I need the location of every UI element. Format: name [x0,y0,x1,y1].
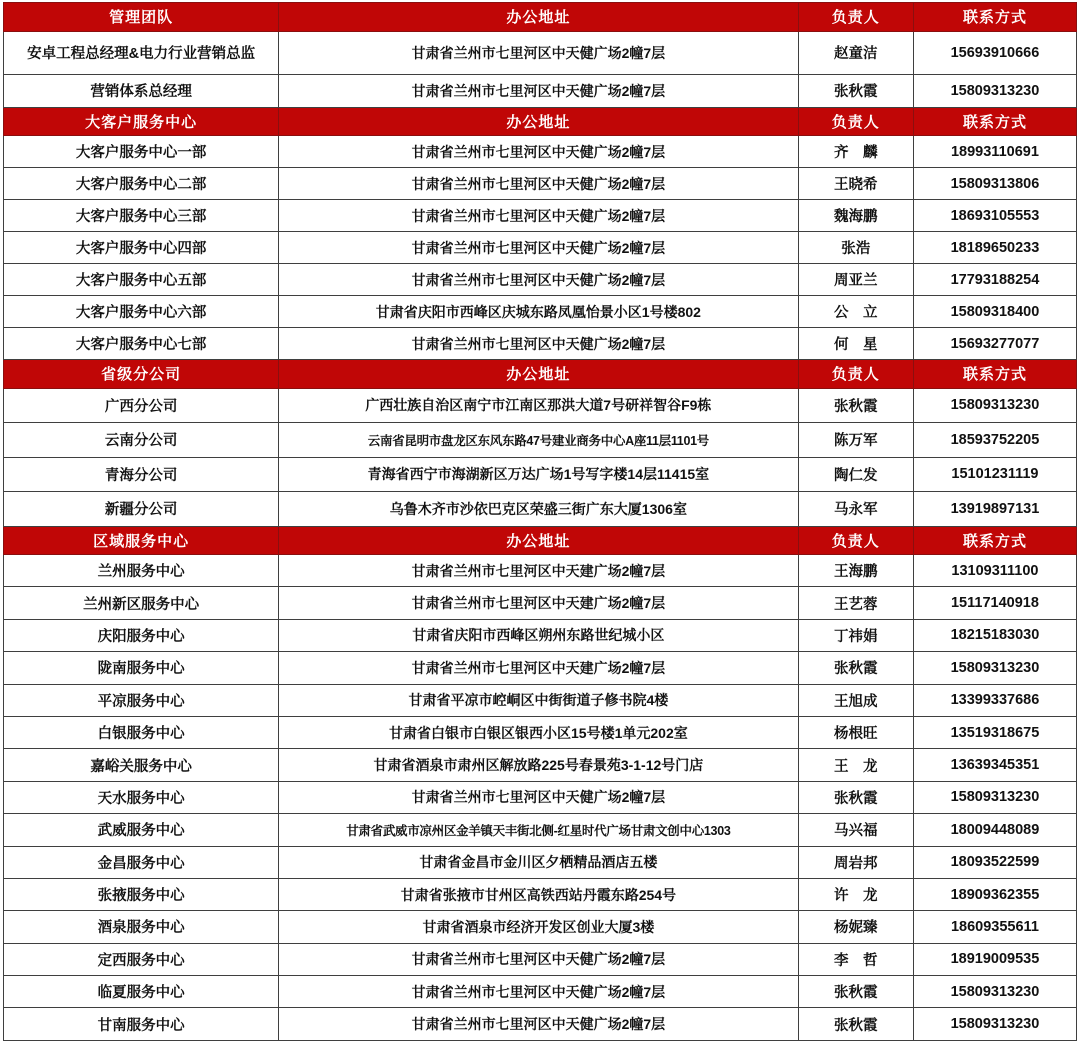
unit-name-cell: 甘南服务中心 [4,1008,279,1040]
unit-name-cell: 大客户服务中心七部 [4,328,279,360]
unit-name-cell: 兰州服务中心 [4,555,279,587]
unit-name-cell: 天水服务中心 [4,781,279,813]
table-row [4,878,1077,910]
col-header-address: 办公地址 [279,3,798,32]
table-row [4,814,1077,846]
table-row [4,200,1077,232]
table-row [4,136,1077,168]
person-cell: 魏海鹏 [798,200,913,232]
office-address-cell: 甘肃省兰州市七里河区中天健广场2幢7层 [279,136,798,168]
phone-cell: 15809313230 [913,74,1076,107]
table-row [4,31,1077,74]
table-row [4,684,1077,716]
col-header-phone: 联系方式 [913,107,1076,136]
section-header-row [4,107,1077,136]
col-header-address: 办公地址 [279,107,798,136]
office-address-cell: 甘肃省兰州市七里河区中天健广场2幢7层 [279,328,798,360]
phone-cell: 18919009535 [913,943,1076,975]
phone-cell: 18609355611 [913,911,1076,943]
office-address-cell: 甘肃省兰州市七里河区中天健广场2幢7层 [279,232,798,264]
person-cell: 陈万军 [798,423,913,458]
phone-cell: 15809313230 [913,781,1076,813]
office-address-cell: 乌鲁木齐市沙依巴克区荣盛三街广东大厦1306室 [279,492,798,527]
unit-name-cell: 酒泉服务中心 [4,911,279,943]
phone-cell: 15117140918 [913,587,1076,619]
phone-cell: 15809313230 [913,652,1076,684]
section-title-cell: 管理团队 [4,3,279,32]
unit-name-cell: 平凉服务中心 [4,684,279,716]
person-cell: 王海鹏 [798,555,913,587]
office-address-cell: 甘肃省庆阳市西峰区庆城东路凤凰怡景小区1号楼802 [279,296,798,328]
col-header-phone: 联系方式 [913,3,1076,32]
unit-name-cell: 兰州新区服务中心 [4,587,279,619]
person-cell: 张秋霞 [798,74,913,107]
unit-name-cell: 安卓工程总经理&电力行业营销总监 [4,31,279,74]
person-cell: 张秋霞 [798,388,913,423]
unit-name-cell: 新疆分公司 [4,492,279,527]
office-address-cell: 甘肃省兰州市七里河区中天建广场2幢7层 [279,587,798,619]
office-address-cell: 云南省昆明市盘龙区东风东路47号建业商务中心A座11层1101号 [279,423,798,458]
phone-cell: 13919897131 [913,492,1076,527]
unit-name-cell: 白银服务中心 [4,716,279,748]
person-cell: 马永军 [798,492,913,527]
phone-cell: 15809313230 [913,1008,1076,1040]
person-cell: 周亚兰 [798,264,913,296]
col-header-address: 办公地址 [279,360,798,389]
phone-cell: 15809313230 [913,388,1076,423]
person-cell: 公 立 [798,296,913,328]
phone-cell: 18909362355 [913,878,1076,910]
phone-cell: 17793188254 [913,264,1076,296]
unit-name-cell: 陇南服务中心 [4,652,279,684]
office-address-cell: 甘肃省兰州市七里河区中天健广场2幢7层 [279,1008,798,1040]
person-cell: 张秋霞 [798,976,913,1008]
office-address-cell: 甘肃省兰州市七里河区中天健广场2幢7层 [279,74,798,107]
phone-cell: 13519318675 [913,716,1076,748]
table-row [4,652,1077,684]
person-cell: 杨妮臻 [798,911,913,943]
unit-name-cell: 云南分公司 [4,423,279,458]
office-address-cell: 甘肃省兰州市七里河区中天健广场2幢7层 [279,943,798,975]
office-address-cell: 甘肃省兰州市七里河区中天健广场2幢7层 [279,976,798,1008]
unit-name-cell: 定西服务中心 [4,943,279,975]
table-row [4,423,1077,458]
col-header-phone: 联系方式 [913,360,1076,389]
col-header-person: 负责人 [798,526,913,555]
section-title-cell: 区域服务中心 [4,526,279,555]
unit-name-cell: 广西分公司 [4,388,279,423]
col-header-phone: 联系方式 [913,526,1076,555]
col-header-person: 负责人 [798,3,913,32]
person-cell: 马兴福 [798,814,913,846]
office-address-cell: 甘肃省张掖市甘州区高铁西站丹霞东路254号 [279,878,798,910]
office-address-cell: 甘肃省兰州市七里河区中天建广场2幢7层 [279,652,798,684]
phone-cell: 18009448089 [913,814,1076,846]
table-row [4,716,1077,748]
table-row [4,388,1077,423]
office-address-cell: 甘肃省酒泉市肃州区解放路225号春景苑3-1-12号门店 [279,749,798,781]
office-address-cell: 甘肃省兰州市七里河区中天健广场2幢7层 [279,264,798,296]
phone-cell: 13639345351 [913,749,1076,781]
phone-cell: 15809313806 [913,168,1076,200]
unit-name-cell: 大客户服务中心五部 [4,264,279,296]
table-row [4,74,1077,107]
phone-cell: 18993110691 [913,136,1076,168]
office-address-cell: 甘肃省金昌市金川区夕栖精品酒店五楼 [279,846,798,878]
phone-cell: 15693910666 [913,31,1076,74]
section-header-row [4,3,1077,32]
person-cell: 陶仁发 [798,457,913,492]
unit-name-cell: 临夏服务中心 [4,976,279,1008]
table-row [4,781,1077,813]
table-row [4,749,1077,781]
table-row [4,943,1077,975]
col-header-person: 负责人 [798,360,913,389]
person-cell: 周岩邦 [798,846,913,878]
table-row [4,457,1077,492]
person-cell: 何 星 [798,328,913,360]
office-address-cell: 青海省西宁市海湖新区万达广场1号写字楼14层11415室 [279,457,798,492]
office-address-cell: 甘肃省兰州市七里河区中天健广场2幢7层 [279,31,798,74]
office-address-cell: 甘肃省平凉市崆峒区中街街道子修书院4楼 [279,684,798,716]
phone-cell: 15809313230 [913,976,1076,1008]
table-row [4,328,1077,360]
unit-name-cell: 金昌服务中心 [4,846,279,878]
unit-name-cell: 庆阳服务中心 [4,619,279,651]
office-address-cell: 甘肃省兰州市七里河区中天健广场2幢7层 [279,781,798,813]
phone-cell: 18693105553 [913,200,1076,232]
section-header-row [4,360,1077,389]
person-cell: 杨根旺 [798,716,913,748]
unit-name-cell: 大客户服务中心六部 [4,296,279,328]
person-cell: 张秋霞 [798,1008,913,1040]
person-cell: 李 哲 [798,943,913,975]
office-address-cell: 甘肃省兰州市七里河区中天健广场2幢7层 [279,168,798,200]
section-header-row [4,526,1077,555]
phone-cell: 18593752205 [913,423,1076,458]
office-address-cell: 甘肃省兰州市七里河区中天建广场2幢7层 [279,555,798,587]
phone-cell: 18189650233 [913,232,1076,264]
table-row [4,555,1077,587]
unit-name-cell: 营销体系总经理 [4,74,279,107]
table-row [4,846,1077,878]
person-cell: 王艺蓉 [798,587,913,619]
phone-cell: 13399337686 [913,684,1076,716]
unit-name-cell: 大客户服务中心四部 [4,232,279,264]
phone-cell: 15809318400 [913,296,1076,328]
table-row [4,168,1077,200]
phone-cell: 15693277077 [913,328,1076,360]
person-cell: 王旭成 [798,684,913,716]
unit-name-cell: 大客户服务中心一部 [4,136,279,168]
person-cell: 齐 麟 [798,136,913,168]
col-header-address: 办公地址 [279,526,798,555]
table-row [4,911,1077,943]
office-address-cell: 甘肃省酒泉市经济开发区创业大厦3楼 [279,911,798,943]
phone-cell: 13109311100 [913,555,1076,587]
table-row [4,232,1077,264]
office-address-cell: 甘肃省兰州市七里河区中天健广场2幢7层 [279,200,798,232]
phone-cell: 15101231119 [913,457,1076,492]
section-title-cell: 省级分公司 [4,360,279,389]
table-row [4,976,1077,1008]
office-address-cell: 广西壮族自治区南宁市江南区那洪大道7号研祥智谷F9栋 [279,388,798,423]
unit-name-cell: 张掖服务中心 [4,878,279,910]
table-row [4,1008,1077,1040]
section-title-cell: 大客户服务中心 [4,107,279,136]
unit-name-cell: 武威服务中心 [4,814,279,846]
directory-table-body [4,3,1077,1041]
person-cell: 许 龙 [798,878,913,910]
person-cell: 王晓希 [798,168,913,200]
phone-cell: 18093522599 [913,846,1076,878]
directory-table [3,2,1077,1041]
office-address-cell: 甘肃省武威市凉州区金羊镇天丰街北侧-红星时代广场甘肃文创中心1303 [279,814,798,846]
phone-cell: 18215183030 [913,619,1076,651]
table-row [4,296,1077,328]
table-row [4,587,1077,619]
unit-name-cell: 大客户服务中心二部 [4,168,279,200]
person-cell: 张浩 [798,232,913,264]
person-cell: 王 龙 [798,749,913,781]
office-address-cell: 甘肃省庆阳市西峰区朔州东路世纪城小区 [279,619,798,651]
person-cell: 张秋霞 [798,781,913,813]
person-cell: 丁祎娟 [798,619,913,651]
table-row [4,264,1077,296]
office-address-cell: 甘肃省白银市白银区银西小区15号楼1单元202室 [279,716,798,748]
person-cell: 赵童洁 [798,31,913,74]
person-cell: 张秋霞 [798,652,913,684]
unit-name-cell: 大客户服务中心三部 [4,200,279,232]
unit-name-cell: 青海分公司 [4,457,279,492]
unit-name-cell: 嘉峪关服务中心 [4,749,279,781]
table-row [4,492,1077,527]
col-header-person: 负责人 [798,107,913,136]
table-row [4,619,1077,651]
